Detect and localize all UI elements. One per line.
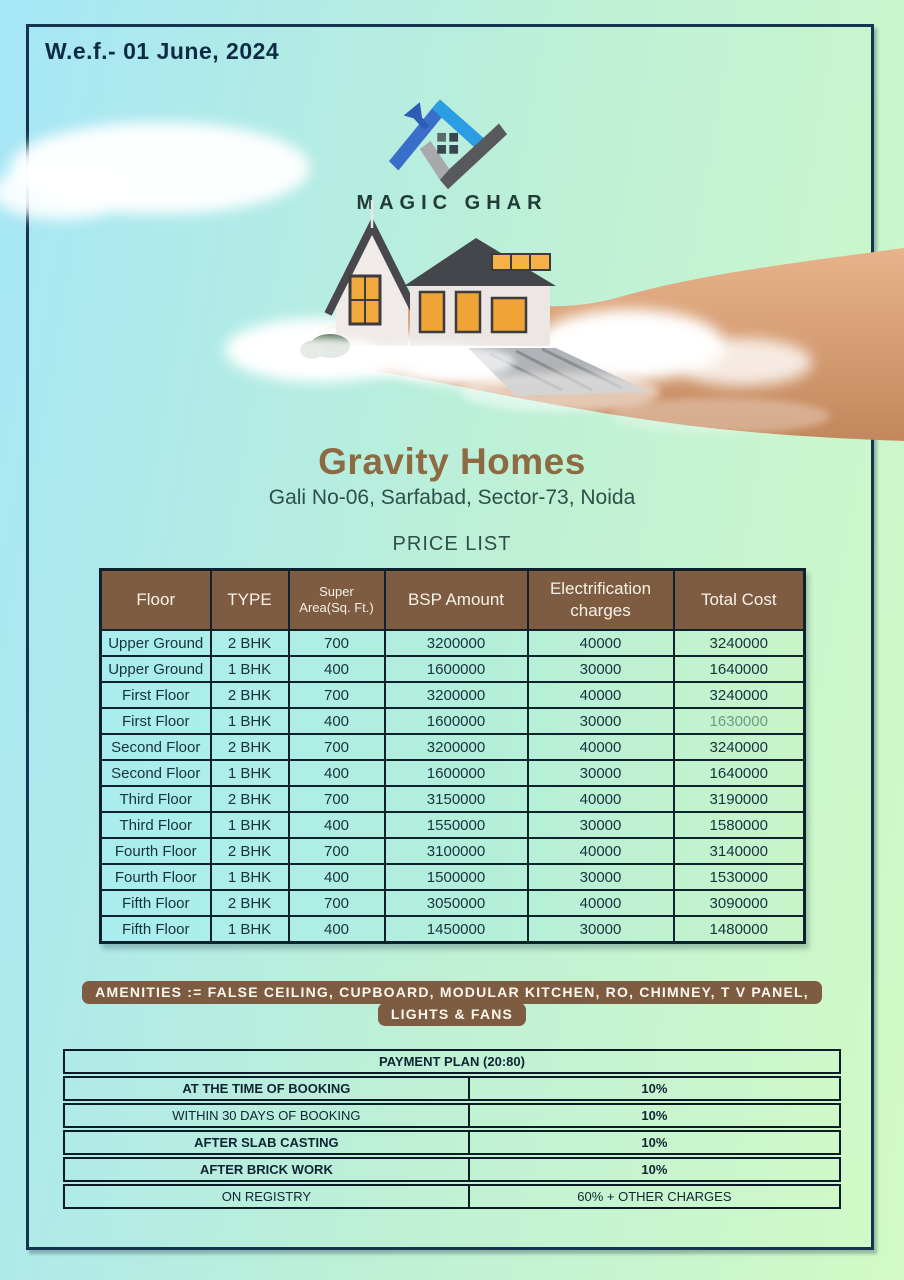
- price-col-header: Floor: [101, 570, 211, 631]
- amenities-line2: LIGHTS & FANS: [378, 1003, 526, 1026]
- price-row: [101, 630, 805, 656]
- price-cell: 2 BHK: [211, 838, 289, 864]
- price-cell: 1480000: [674, 916, 805, 943]
- price-table: [99, 568, 806, 944]
- price-cell: 1640000: [674, 656, 805, 682]
- price-cell: 1 BHK: [211, 760, 289, 786]
- payment-percentage-value: 60% + OTHER CHARGES: [577, 1189, 732, 1204]
- price-col-header: Super Area(Sq. Ft.): [289, 570, 385, 631]
- price-cell: Fourth Floor: [101, 838, 211, 864]
- amenities-banner: [0, 981, 904, 1026]
- price-col-header: TYPE: [211, 570, 289, 631]
- price-cell: 3200000: [385, 630, 528, 656]
- price-cell: 3190000: [674, 786, 805, 812]
- price-cell: 30000: [528, 864, 674, 890]
- price-col-header: Electrification charges: [528, 570, 674, 631]
- price-cell: 1 BHK: [211, 864, 289, 890]
- payment-plan-table: [63, 1049, 841, 1211]
- price-cell: Fifth Floor: [101, 916, 211, 943]
- price-cell: 700: [289, 682, 385, 708]
- price-cell: 3200000: [385, 682, 528, 708]
- price-cell: 1640000: [674, 760, 805, 786]
- price-cell: 1450000: [385, 916, 528, 943]
- price-cell: 30000: [528, 656, 674, 682]
- price-cell: 2 BHK: [211, 682, 289, 708]
- price-row: [101, 682, 805, 708]
- payment-percentage-value: 10%: [641, 1135, 668, 1150]
- price-row: [101, 708, 805, 734]
- price-cell: 1 BHK: [211, 812, 289, 838]
- price-cell: 3240000: [674, 630, 805, 656]
- price-cell: 40000: [528, 786, 674, 812]
- payment-plan-title: PAYMENT PLAN (20:80): [63, 1049, 841, 1074]
- payment-percentage-value: 10%: [641, 1162, 668, 1177]
- price-cell: 2 BHK: [211, 786, 289, 812]
- payment-percentage-value: 10%: [641, 1108, 668, 1123]
- price-cell: 30000: [528, 708, 674, 734]
- price-cell: 1600000: [385, 760, 528, 786]
- payment-milestone-label: AFTER SLAB CASTING: [65, 1132, 470, 1153]
- price-cell: Fourth Floor: [101, 864, 211, 890]
- payment-row: [63, 1130, 841, 1155]
- price-row: [101, 734, 805, 760]
- price-cell: 3140000: [674, 838, 805, 864]
- price-cell: 1550000: [385, 812, 528, 838]
- price-cell: 1530000: [674, 864, 805, 890]
- payment-row: [63, 1103, 841, 1128]
- price-cell: 2 BHK: [211, 890, 289, 916]
- price-cell: Upper Ground: [101, 656, 211, 682]
- price-cell: 400: [289, 812, 385, 838]
- price-cell: Third Floor: [101, 812, 211, 838]
- price-cell: 3090000: [674, 890, 805, 916]
- price-cell: 3150000: [385, 786, 528, 812]
- price-cell: 3200000: [385, 734, 528, 760]
- price-col-header: Total Cost: [674, 570, 805, 631]
- price-row: [101, 838, 805, 864]
- price-cell: 30000: [528, 916, 674, 943]
- price-cell: 700: [289, 838, 385, 864]
- price-row: [101, 656, 805, 682]
- price-row: [101, 864, 805, 890]
- price-cell: First Floor: [101, 708, 211, 734]
- price-cell: 700: [289, 890, 385, 916]
- price-row: [101, 786, 805, 812]
- payment-milestone-label: WITHIN 30 DAYS OF BOOKING: [65, 1105, 470, 1126]
- price-row: [101, 890, 805, 916]
- price-cell: 1 BHK: [211, 656, 289, 682]
- price-cell: First Floor: [101, 682, 211, 708]
- price-cell: Second Floor: [101, 760, 211, 786]
- payment-milestone-label: AFTER BRICK WORK: [65, 1159, 470, 1180]
- price-cell: 1600000: [385, 656, 528, 682]
- payment-milestone-label: AT THE TIME OF BOOKING: [65, 1078, 470, 1099]
- price-cell: 400: [289, 916, 385, 943]
- price-cell: 400: [289, 656, 385, 682]
- price-row: [101, 760, 805, 786]
- price-cell: 30000: [528, 760, 674, 786]
- price-cell: 700: [289, 734, 385, 760]
- price-cell: Second Floor: [101, 734, 211, 760]
- price-cell: 40000: [528, 682, 674, 708]
- price-cell: 40000: [528, 838, 674, 864]
- project-address: Gali No-06, Sarfabad, Sector-73, Noida: [268, 486, 636, 509]
- price-cell: 1630000: [674, 708, 805, 734]
- payment-milestone-label: ON REGISTRY: [65, 1186, 470, 1207]
- price-header-row: [101, 570, 805, 631]
- house-on-hand-illustration: [0, 100, 904, 450]
- amenities-line1: AMENITIES := FALSE CEILING, CUPBOARD, MODULAR KITCHEN, RO, CHIMNEY, T V PANEL,: [82, 981, 822, 1004]
- price-cell: 40000: [528, 630, 674, 656]
- payment-percentage-value: 10%: [641, 1081, 668, 1096]
- price-cell: 3240000: [674, 734, 805, 760]
- price-cell: Upper Ground: [101, 630, 211, 656]
- price-cell: 2 BHK: [211, 734, 289, 760]
- price-cell: 3240000: [674, 682, 805, 708]
- price-cell: 400: [289, 708, 385, 734]
- price-cell: 400: [289, 864, 385, 890]
- price-cell: 30000: [528, 812, 674, 838]
- price-cell: 40000: [528, 734, 674, 760]
- price-cell: 40000: [528, 890, 674, 916]
- price-cell: Fifth Floor: [101, 890, 211, 916]
- payment-row: [63, 1157, 841, 1182]
- price-cell: 3100000: [385, 838, 528, 864]
- price-row: [101, 916, 805, 943]
- price-cell: 3050000: [385, 890, 528, 916]
- price-cell: 1500000: [385, 864, 528, 890]
- price-cell: 700: [289, 630, 385, 656]
- price-cell: 1 BHK: [211, 708, 289, 734]
- payment-plan-rows: [63, 1076, 841, 1209]
- price-cell: 1 BHK: [211, 916, 289, 943]
- brand-name: MAGIC GHAR: [356, 192, 548, 214]
- price-cell: 2 BHK: [211, 630, 289, 656]
- price-cell: 1600000: [385, 708, 528, 734]
- price-row: [101, 812, 805, 838]
- effective-date-text: W.e.f.- 01 June, 2024: [45, 38, 280, 64]
- price-cell: Third Floor: [101, 786, 211, 812]
- price-cell: 1580000: [674, 812, 805, 838]
- price-list-heading: PRICE LIST: [392, 533, 512, 555]
- payment-row: [63, 1184, 841, 1209]
- project-title: Gravity Homes: [318, 441, 586, 482]
- price-col-header: BSP Amount: [385, 570, 528, 631]
- payment-row: [63, 1076, 841, 1101]
- price-cell: 400: [289, 760, 385, 786]
- price-cell: 700: [289, 786, 385, 812]
